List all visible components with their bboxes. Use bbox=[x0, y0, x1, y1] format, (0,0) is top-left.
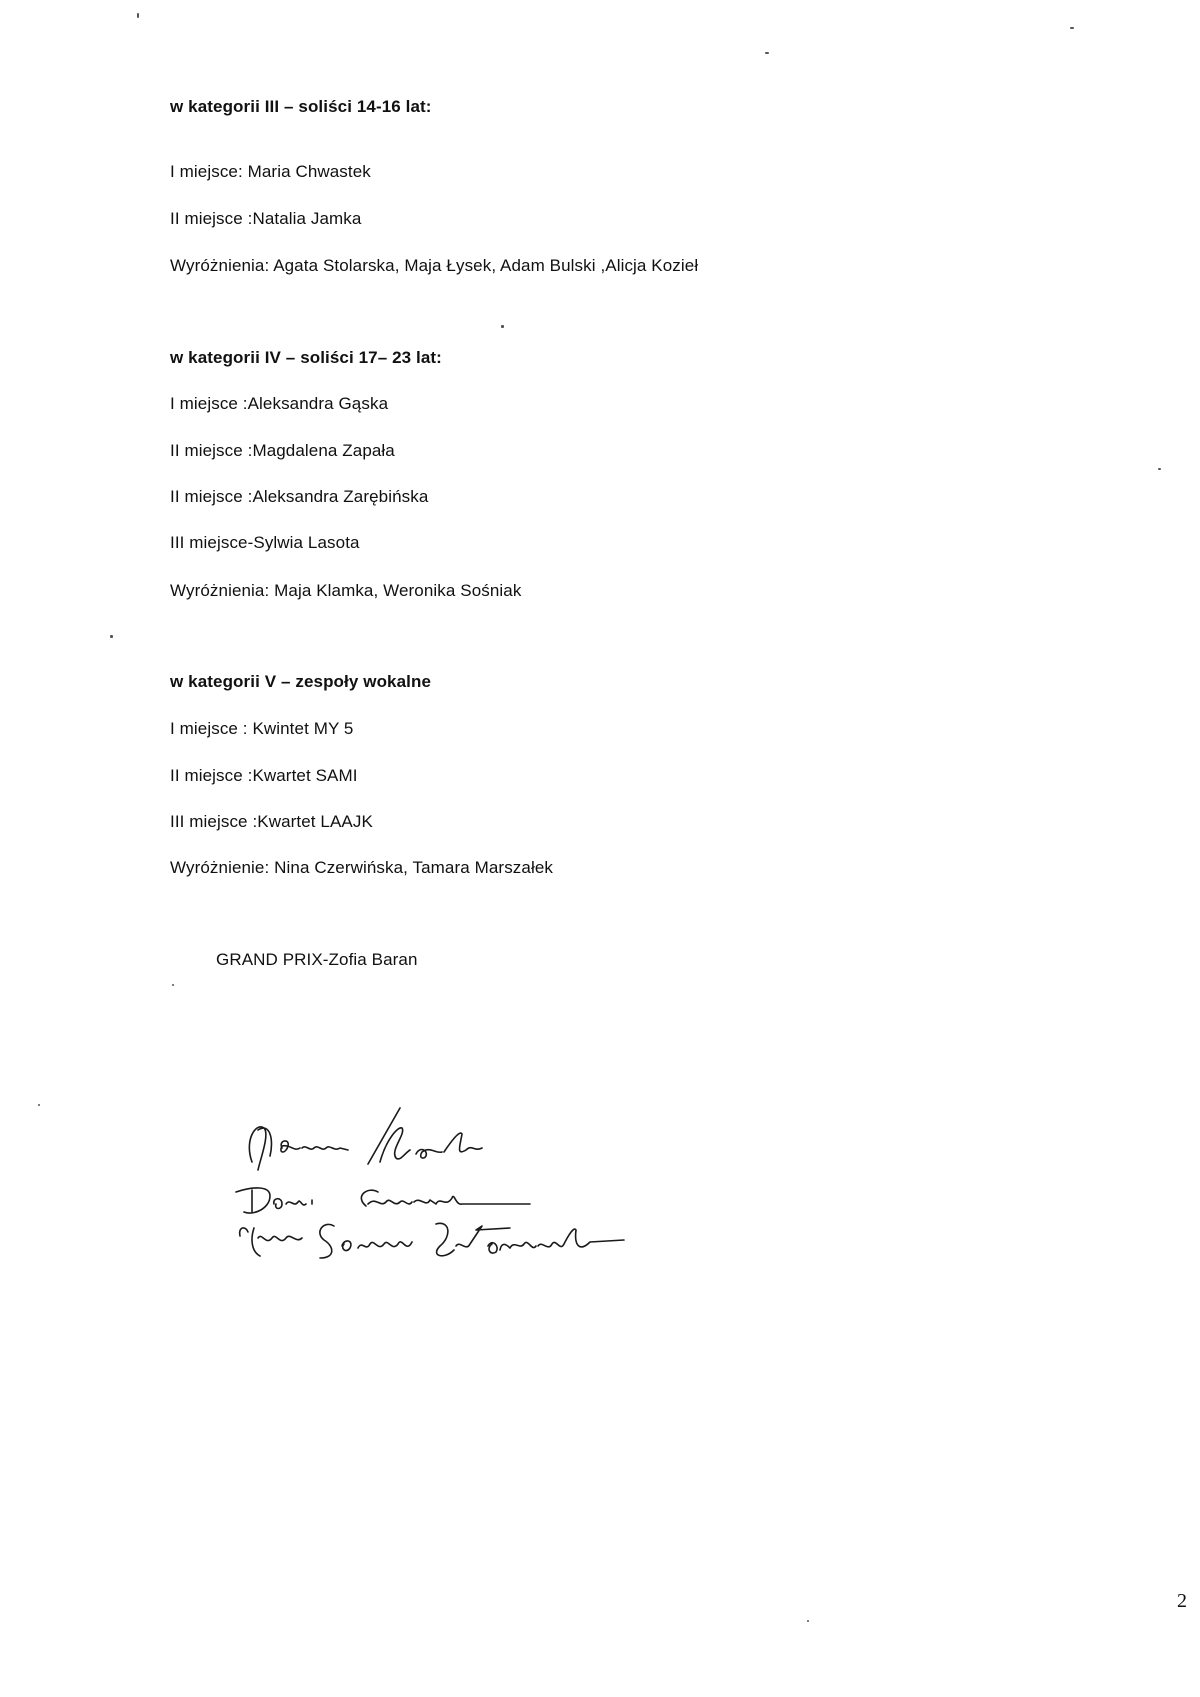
category-iii-distinctions: Wyróżnienia: Agata Stolarska, Maja Łysek, Adam Bulski ,Alicja Kozieł bbox=[170, 256, 699, 275]
scan-speck bbox=[172, 984, 174, 986]
category-v-first-place: I miejsce : Kwintet MY 5 bbox=[170, 719, 354, 738]
category-iii-first-place: I miejsce: Maria Chwastek bbox=[170, 162, 371, 181]
category-iv-second-place-a: II miejsce :Magdalena Zapała bbox=[170, 441, 395, 460]
scan-speck bbox=[137, 13, 139, 18]
category-v-second-place: II miejsce :Kwartet SAMI bbox=[170, 766, 358, 785]
category-iv-second-place-b: II miejsce :Aleksandra Zarębińska bbox=[170, 487, 429, 506]
category-iii-heading: w kategorii III – soliści 14-16 lat: bbox=[170, 97, 432, 116]
scan-speck bbox=[110, 635, 113, 638]
category-iii-second-place: II miejsce :Natalia Jamka bbox=[170, 209, 362, 228]
signature-3 bbox=[240, 1223, 624, 1258]
signature-1 bbox=[249, 1108, 482, 1170]
category-v-heading: w kategorii V – zespoły wokalne bbox=[170, 672, 432, 691]
category-iv-heading: w kategorii IV – soliści 17– 23 lat: bbox=[170, 348, 442, 367]
signature-2 bbox=[236, 1188, 530, 1213]
category-iv-distinctions: Wyróżnienia: Maja Klamka, Weronika Sośniak bbox=[170, 581, 522, 600]
grand-prix: GRAND PRIX-Zofia Baran bbox=[216, 950, 418, 969]
category-v-third-place: III miejsce :Kwartet LAAJK bbox=[170, 812, 373, 831]
category-v-distinction: Wyróżnienie: Nina Czerwińska, Tamara Marszałek bbox=[170, 858, 553, 877]
scan-speck bbox=[38, 1104, 40, 1106]
scan-speck bbox=[807, 1620, 809, 1622]
scan-speck bbox=[501, 325, 504, 328]
category-iv-first-place: I miejsce :Aleksandra Gąska bbox=[170, 394, 389, 413]
scan-speck bbox=[1158, 468, 1161, 470]
category-iv-third-place: III miejsce-Sylwia Lasota bbox=[170, 533, 360, 552]
page-number: 2 bbox=[1177, 1590, 1187, 1612]
handwritten-signatures bbox=[230, 1100, 690, 1300]
scan-speck bbox=[1070, 27, 1074, 29]
scan-speck bbox=[765, 52, 769, 54]
